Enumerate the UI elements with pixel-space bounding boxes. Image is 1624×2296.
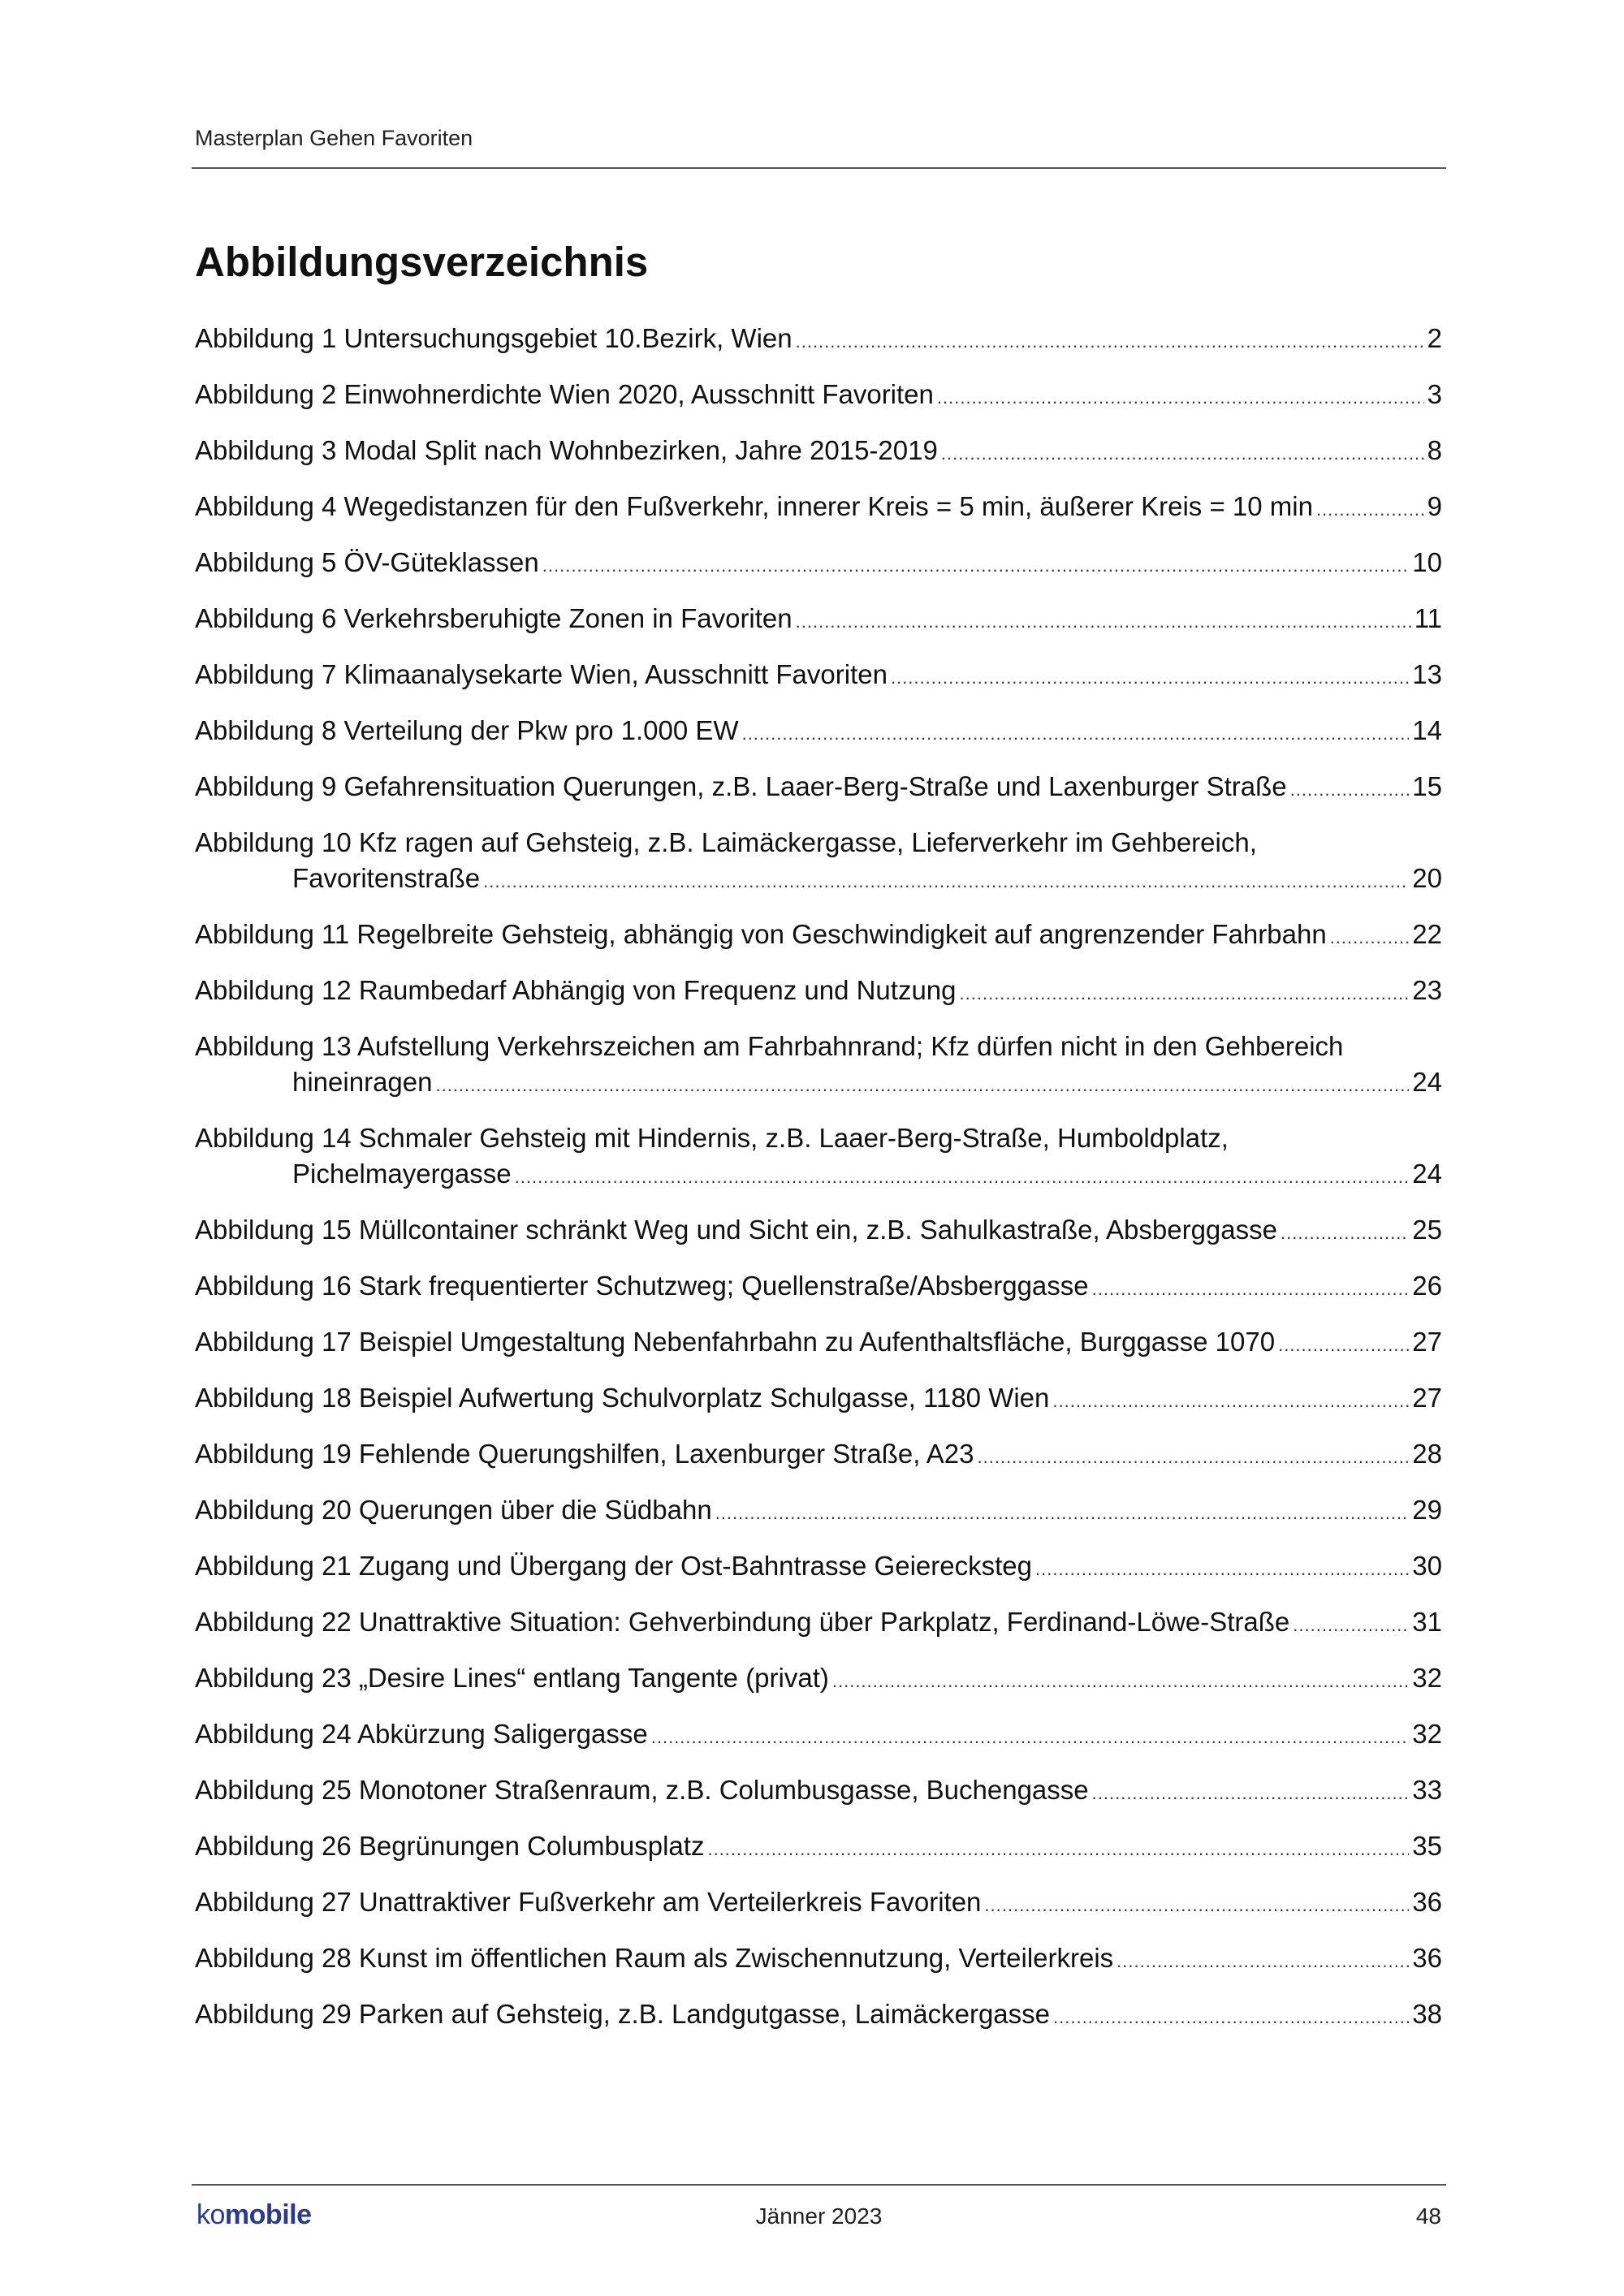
toc-page-number: 13 xyxy=(1412,659,1442,689)
toc-page-number: 32 xyxy=(1412,1719,1442,1749)
toc-page-number: 23 xyxy=(1412,975,1442,1005)
toc-page-number: 27 xyxy=(1412,1327,1442,1357)
dot-leader xyxy=(832,1660,1409,1699)
dot-leader xyxy=(1330,917,1410,956)
toc-page-number: 30 xyxy=(1412,1551,1442,1581)
toc-entry-text: Abbildung 11 Regelbreite Gehsteig, abhängig von Geschwindigkeit auf angrenzender Fahrbahn xyxy=(195,919,1327,949)
logo-text-ko: ko xyxy=(197,2199,225,2230)
toc-entry[interactable] xyxy=(195,1268,1442,1307)
dot-leader xyxy=(1052,1380,1409,1419)
dot-leader xyxy=(1278,1324,1409,1363)
toc-entry[interactable] xyxy=(195,321,1442,360)
page-heading: Abbildungsverzeichnis xyxy=(195,239,649,285)
toc-entry[interactable] xyxy=(195,1940,1442,1979)
toc-page-number: 27 xyxy=(1412,1383,1442,1413)
toc-entry[interactable] xyxy=(195,769,1442,808)
toc-entry-text: Abbildung 19 Fehlende Querungshilfen, Laxenburger Straße, A23 xyxy=(195,1439,974,1469)
toc-entry-text: Abbildung 13 Aufstellung Verkehrszeichen am Fahrbahnrand; Kfz dürfen nicht in den Gehbereich xyxy=(195,1031,1344,1061)
toc-entry-text: Abbildung 18 Beispiel Aufwertung Schulvorplatz Schulgasse, 1180 Wien xyxy=(195,1383,1050,1413)
toc-entry-text: Pichelmayergasse xyxy=(292,1159,512,1189)
toc-entry[interactable] xyxy=(195,1492,1442,1531)
toc-page-number: 36 xyxy=(1412,1943,1442,1973)
toc-page-number: 3 xyxy=(1427,379,1442,409)
toc-entry[interactable] xyxy=(195,917,1442,956)
toc-entry[interactable] xyxy=(195,1324,1442,1363)
toc-page-number: 9 xyxy=(1427,491,1442,521)
toc-entry-text: Abbildung 1 Untersuchungsgebiet 10.Bezirk, Wien xyxy=(195,323,793,353)
dot-leader xyxy=(715,1492,1410,1531)
table-of-figures xyxy=(195,321,1442,2052)
toc-entry-text: Abbildung 9 Gefahrensituation Querungen, z.B. Laaer-Berg-Straße und Laxenburger Straße xyxy=(195,771,1287,801)
page-number: 48 xyxy=(1415,2203,1441,2229)
toc-entry-text: Abbildung 4 Wegedistanzen für den Fußverkehr, innerer Kreis = 5 min, äußerer Kreis = 10 min xyxy=(195,491,1313,521)
toc-entry[interactable] xyxy=(195,433,1442,472)
toc-entry[interactable] xyxy=(195,545,1442,584)
toc-page-number: 11 xyxy=(1414,603,1442,633)
toc-page-number: 29 xyxy=(1412,1495,1442,1525)
dot-leader xyxy=(651,1716,1410,1755)
toc-page-number: 22 xyxy=(1412,919,1442,949)
dot-leader xyxy=(1316,489,1424,528)
dot-leader xyxy=(937,377,1424,416)
toc-page-number: 25 xyxy=(1412,1215,1442,1245)
toc-entry[interactable] xyxy=(195,1212,1442,1251)
dot-leader xyxy=(1281,1212,1409,1251)
dot-leader xyxy=(483,861,1409,900)
toc-entry-text: Abbildung 25 Monotoner Straßenraum, z.B. Columbusgasse, Buchengasse xyxy=(195,1775,1089,1805)
toc-entry-text: Abbildung 16 Stark frequentierter Schutzweg; Quellenstraße/Absberggasse xyxy=(195,1271,1089,1301)
toc-page-number: 35 xyxy=(1412,1831,1442,1861)
dot-leader xyxy=(1116,1940,1409,1979)
toc-entry-text: Abbildung 20 Querungen über die Südbahn xyxy=(195,1495,712,1525)
toc-entry[interactable] xyxy=(195,1120,1442,1195)
toc-page-number: 26 xyxy=(1412,1271,1442,1301)
dot-leader xyxy=(941,433,1424,472)
dot-leader xyxy=(542,545,1410,584)
dot-leader xyxy=(960,973,1410,1012)
toc-entry-text: Abbildung 6 Verkehrsberuhigte Zonen in Favoriten xyxy=(195,603,793,633)
toc-entry-text: Abbildung 28 Kunst im öffentlichen Raum als Zwischennutzung, Verteilerkreis xyxy=(195,1943,1114,1973)
dot-leader xyxy=(435,1064,1409,1103)
toc-entry[interactable] xyxy=(195,825,1442,900)
toc-page-number: 2 xyxy=(1427,323,1442,353)
toc-entry-text: Abbildung 23 „Desire Lines“ entlang Tangente (privat) xyxy=(195,1663,829,1693)
dot-leader xyxy=(1293,1604,1409,1643)
toc-entry[interactable] xyxy=(195,1548,1442,1587)
toc-entry-text: Abbildung 15 Müllcontainer schränkt Weg und Sicht ein, z.B. Sahulkastraße, Absberggasse xyxy=(195,1215,1277,1245)
toc-entry-text: Abbildung 29 Parken auf Gehsteig, z.B. Landgutgasse, Laimäckergasse xyxy=(195,1999,1051,2029)
toc-entry[interactable] xyxy=(195,1380,1442,1419)
toc-page-number: 15 xyxy=(1412,771,1442,801)
toc-entry-text: Abbildung 27 Unattraktiver Fußverkehr am Verteilerkreis Favoriten xyxy=(195,1887,982,1917)
toc-page-number: 38 xyxy=(1412,1999,1442,2029)
dot-leader xyxy=(796,321,1424,360)
dot-leader xyxy=(891,657,1409,696)
dot-leader xyxy=(1035,1548,1409,1587)
toc-entry[interactable] xyxy=(195,601,1442,640)
logo-text-mobile: mobile xyxy=(224,2199,312,2230)
toc-entry[interactable] xyxy=(195,1660,1442,1699)
toc-entry[interactable] xyxy=(195,489,1442,528)
dot-leader xyxy=(978,1436,1410,1475)
toc-entry-text: Favoritenstraße xyxy=(292,863,481,893)
toc-entry-text: Abbildung 26 Begrünungen Columbusplatz xyxy=(195,1831,705,1861)
toc-entry[interactable] xyxy=(195,1716,1442,1755)
toc-entry[interactable] xyxy=(195,973,1442,1012)
toc-entry[interactable] xyxy=(195,1436,1442,1475)
toc-entry-text: Abbildung 2 Einwohnerdichte Wien 2020, Ausschnitt Favoriten xyxy=(195,379,934,409)
toc-entry[interactable] xyxy=(195,1772,1442,1811)
dot-leader xyxy=(742,713,1410,752)
toc-page-number: 14 xyxy=(1412,715,1442,745)
toc-entry[interactable] xyxy=(195,1604,1442,1643)
toc-page-number: 10 xyxy=(1412,547,1442,577)
dot-leader xyxy=(707,1828,1409,1867)
dot-leader xyxy=(515,1156,1410,1195)
toc-entry-text: Abbildung 24 Abkürzung Saligergasse xyxy=(195,1719,648,1749)
toc-entry-text: Abbildung 14 Schmaler Gehsteig mit Hindernis, z.B. Laaer-Berg-Straße, Humboldplatz, xyxy=(195,1123,1229,1153)
toc-entry-text: Abbildung 10 Kfz ragen auf Gehsteig, z.B. Laimäckergasse, Lieferverkehr im Gehbereich, xyxy=(195,827,1257,857)
dot-leader xyxy=(984,1884,1409,1923)
toc-page-number: 24 xyxy=(1412,1159,1442,1189)
toc-page-number: 36 xyxy=(1412,1887,1442,1917)
toc-entry-text: Abbildung 21 Zugang und Übergang der Ost-Bahntrasse Geierecksteg xyxy=(195,1551,1032,1581)
toc-entry-text: Abbildung 17 Beispiel Umgestaltung Nebenfahrbahn zu Aufenthaltsfläche, Burggasse 1070 xyxy=(195,1327,1276,1357)
page-header xyxy=(192,123,1446,169)
toc-entry[interactable] xyxy=(195,1029,1442,1103)
dot-leader xyxy=(1290,769,1410,808)
toc-entry[interactable] xyxy=(195,713,1442,752)
toc-entry-text: hineinragen xyxy=(292,1067,433,1097)
toc-entry[interactable] xyxy=(195,657,1442,696)
page-footer xyxy=(192,2184,1446,2234)
dot-leader xyxy=(1092,1268,1410,1307)
footer-date: Jänner 2023 xyxy=(755,2203,883,2229)
toc-entry[interactable] xyxy=(195,1828,1442,1867)
toc-entry-text: Abbildung 7 Klimaanalysekarte Wien, Ausschnitt Favoriten xyxy=(195,659,888,689)
toc-entry-text: Abbildung 12 Raumbedarf Abhängig von Frequenz und Nutzung xyxy=(195,975,957,1005)
toc-page-number: 8 xyxy=(1427,435,1442,465)
toc-page-number: 33 xyxy=(1412,1775,1442,1805)
toc-entry[interactable] xyxy=(195,1996,1442,2035)
dot-leader xyxy=(796,601,1411,640)
toc-entry-text: Abbildung 22 Unattraktive Situation: Gehverbindung über Parkplatz, Ferdinand-Löwe-Straße xyxy=(195,1607,1290,1637)
toc-page-number: 31 xyxy=(1412,1607,1442,1637)
toc-page-number: 24 xyxy=(1412,1067,1442,1097)
toc-page-number: 28 xyxy=(1412,1439,1442,1469)
toc-page-number: 32 xyxy=(1412,1663,1442,1693)
toc-entry-text: Abbildung 3 Modal Split nach Wohnbezirken, Jahre 2015-2019 xyxy=(195,435,938,465)
toc-page-number: 20 xyxy=(1412,863,1442,893)
dot-leader xyxy=(1092,1772,1410,1811)
toc-entry[interactable] xyxy=(195,1884,1442,1923)
dot-leader xyxy=(1053,1996,1409,2035)
document-title: Masterplan Gehen Favoriten xyxy=(195,126,473,150)
toc-entry-text: Abbildung 5 ÖV-Güteklassen xyxy=(195,547,539,577)
toc-entry-text: Abbildung 8 Verteilung der Pkw pro 1.000 EW xyxy=(195,715,739,745)
toc-entry[interactable] xyxy=(195,377,1442,416)
